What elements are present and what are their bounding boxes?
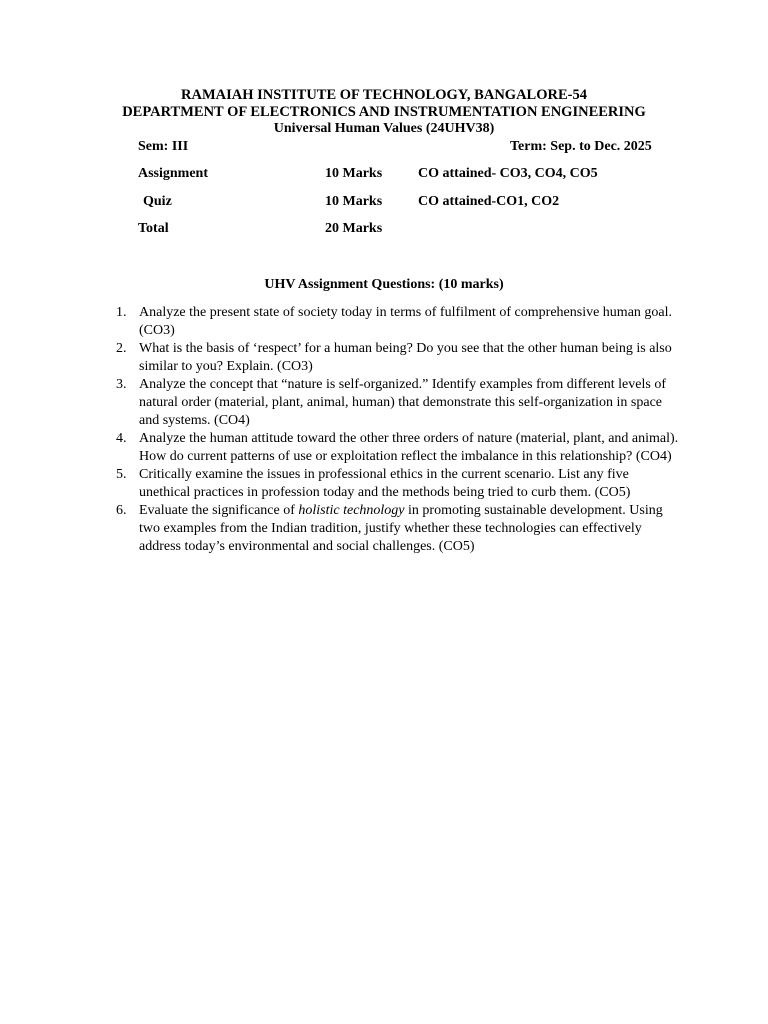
question-text: Analyze the concept that “nature is self-organized.” Identify examples from different levels of natural order (material, plant, animal, human) that demonstrate this self-organization in space and systems. (CO4) [139, 377, 666, 428]
semester-label: Sem: III [138, 139, 189, 154]
course-title: Universal Human Values (24UHV38) [273, 121, 495, 136]
marks-component: Assignment [138, 166, 209, 181]
marks-value: 20 Marks [325, 221, 383, 236]
marks-row-total [0, 221, 768, 241]
marks-value: 10 Marks [325, 166, 383, 181]
marks-component: Total [138, 221, 169, 236]
marks-co: CO attained-CO1, CO2 [418, 194, 560, 209]
question-item [0, 376, 679, 430]
question-item [0, 304, 679, 340]
question-number: 6. [116, 503, 127, 518]
question-text-part: Evaluate the significance of [139, 503, 299, 518]
question-number: 3. [116, 377, 127, 392]
question-item [0, 430, 679, 466]
question-item [0, 340, 679, 376]
marks-row-assignment [0, 166, 768, 186]
question-text-part: in promoting sustainable development. Using two examples from the Indian tradition, justify whether these technologies can effectively address today’s environmental and social challenges. (CO5) [139, 503, 663, 554]
term-label: Term: Sep. to Dec. 2025 [510, 139, 652, 154]
question-number: 4. [116, 431, 127, 446]
question-number: 2. [116, 341, 127, 356]
question-item [0, 502, 679, 556]
institute-title: RAMAIAH INSTITUTE OF TECHNOLOGY, BANGALORE-54 [181, 87, 587, 103]
question-text: Critically examine the issues in professional ethics in the current scenario. List any five unethical practices in profession today and the methods being tried to curb them. (CO5) [139, 467, 631, 500]
question-item [0, 466, 679, 502]
marks-co: CO attained- CO3, CO4, CO5 [418, 166, 598, 181]
questions-list [0, 304, 768, 556]
department-title: DEPARTMENT OF ELECTRONICS AND INSTRUMENTATION ENGINEERING [122, 104, 646, 120]
question-number: 5. [116, 467, 127, 482]
question-text [139, 503, 663, 554]
marks-row-quiz [0, 194, 768, 214]
marks-value: 10 Marks [325, 194, 383, 209]
question-number: 1. [116, 305, 127, 320]
question-text-italic: holistic technology [298, 503, 405, 518]
questions-heading: UHV Assignment Questions: (10 marks) [264, 277, 504, 292]
marks-component: Quiz [143, 194, 172, 209]
question-text: Analyze the present state of society today in terms of fulfilment of comprehensive human goal. (CO3) [139, 305, 673, 338]
question-text: Analyze the human attitude toward the other three orders of nature (material, plant, and animal). How do current patterns of use or exploitation reflect the imbalance in this relationship? (CO4) [139, 431, 679, 464]
question-text: What is the basis of ‘respect’ for a human being? Do you see that the other human being is also similar to you? Explain. (CO3) [139, 341, 672, 374]
